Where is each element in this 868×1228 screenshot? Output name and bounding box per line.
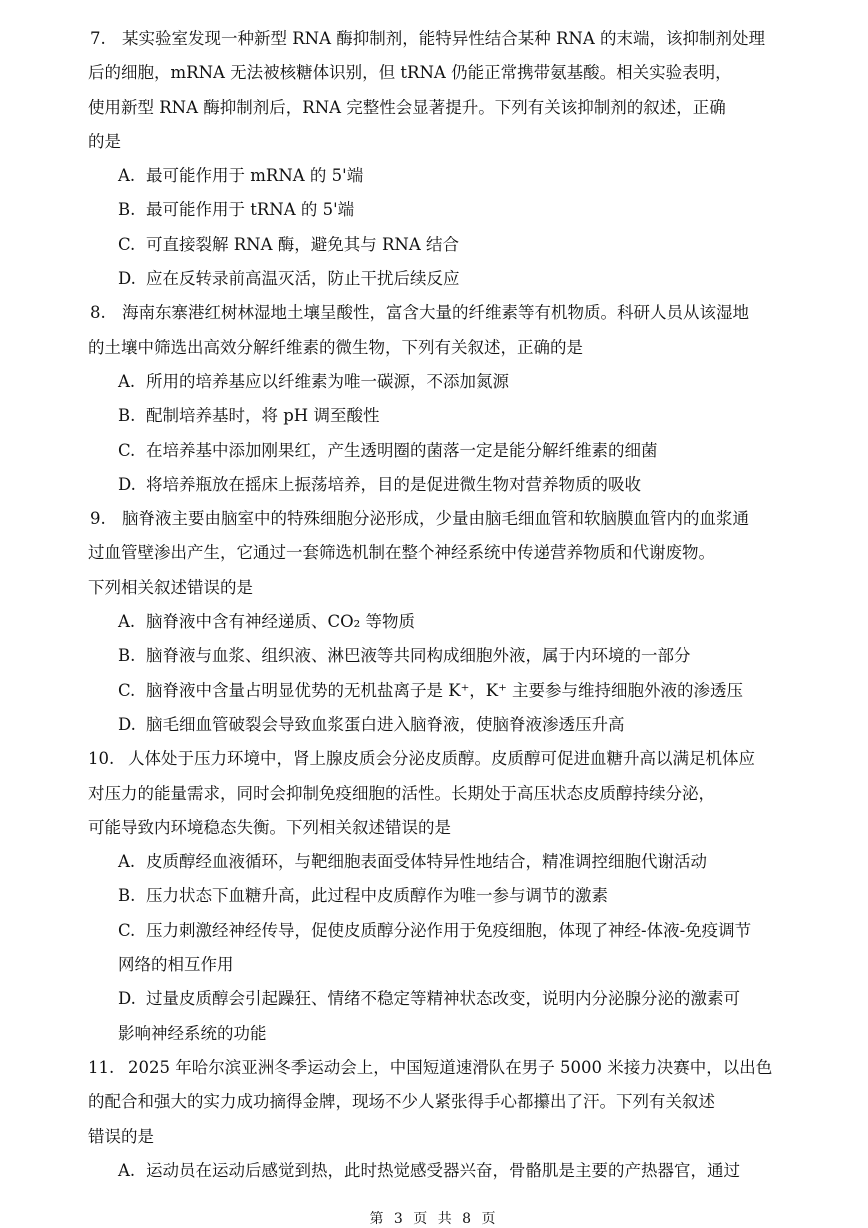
question-stem-line	[88, 1085, 788, 1119]
option-text: 过量皮质醇会引起躁狂、情绪不稳定等精神状态改变，说明内分泌腺分泌的激素可	[146, 989, 740, 1009]
answer-option-d	[88, 468, 788, 502]
option-letter: A.	[118, 1160, 136, 1180]
question-stem-line	[88, 1051, 788, 1085]
answer-option-a	[88, 605, 788, 639]
question-stem-line	[88, 22, 788, 56]
option-text: 脑脊液中含量占明显优势的无机盐离子是 K⁺，K⁺ 主要参与维持细胞外液的渗透压	[146, 680, 744, 700]
option-letter: C.	[118, 234, 136, 254]
question-number: 9.	[90, 509, 106, 529]
option-text: 最可能作用于 tRNA 的 5'端	[146, 200, 355, 220]
answer-option-c	[88, 228, 788, 262]
question-stem-text: 可能导致内环境稳态失衡。下列相关叙述错误的是	[88, 817, 451, 837]
answer-option-d	[88, 1017, 788, 1051]
option-letter: A.	[118, 852, 136, 872]
option-letter: B.	[118, 646, 136, 666]
question-stem-line	[88, 1120, 788, 1154]
answer-option-a	[88, 159, 788, 193]
option-letter: B.	[118, 200, 136, 220]
question-list	[88, 22, 788, 1188]
question-stem-text: 某实验室发现一种新型 RNA 酶抑制剂，能特异性结合某种 RNA 的末端，该抑制剂处理	[122, 29, 766, 48]
question-number: 11.	[88, 1057, 115, 1077]
question-stem-text: 过血管壁渗出产生，它通过一套筛选机制在整个神经系统中传递营养物质和代谢废物。	[88, 543, 715, 563]
option-text: 应在反转录前高温灭活，防止干扰后续反应	[146, 269, 460, 289]
option-letter: A.	[118, 166, 136, 186]
question-stem-line	[88, 91, 788, 125]
question-number: 10.	[88, 749, 115, 769]
question-stem-line	[88, 777, 788, 811]
question-11	[88, 1051, 788, 1188]
answer-option-c	[88, 948, 788, 982]
question-9	[88, 502, 788, 742]
option-text: 网络的相互作用	[118, 955, 234, 975]
answer-option-c	[88, 434, 788, 468]
question-stem-text: 的配合和强大的实力成功摘得金牌，现场不少人紧张得手心都攥出了汗。下列有关叙述	[88, 1092, 715, 1112]
answer-option-b	[88, 399, 788, 433]
question-stem-line	[88, 536, 788, 570]
option-text: 在培养基中添加刚果红，产生透明圈的菌落一定是能分解纤维素的细菌	[146, 440, 658, 460]
option-letter: D.	[118, 269, 136, 289]
answer-option-a	[88, 365, 788, 399]
question-stem-text: 海南东寨港红树林湿地土壤呈酸性，富含大量的纤维素等有机物质。科研人员从该湿地	[122, 303, 749, 323]
question-stem-text: 人体处于压力环境中，肾上腺皮质会分泌皮质醇。皮质醇可促进血糖升高以满足机体应	[128, 749, 755, 769]
option-letter: D.	[118, 989, 136, 1009]
question-8	[88, 296, 788, 502]
option-text: 压力状态下血糖升高，此过程中皮质醇作为唯一参与调节的激素	[146, 886, 608, 906]
question-stem-text: 的土壤中筛选出高效分解纤维素的微生物，下列有关叙述，正确的是	[88, 337, 583, 357]
option-letter: D.	[118, 714, 136, 734]
question-10	[88, 742, 788, 1051]
question-stem-line	[88, 125, 788, 159]
option-text: 影响神经系统的功能	[118, 1023, 267, 1043]
answer-option-d	[88, 982, 788, 1016]
question-stem-text: 后的细胞，mRNA 无法被核糖体识别，但 tRNA 仍能正常携带氨基酸。相关实验表明，	[88, 63, 732, 83]
question-stem-line	[88, 502, 788, 536]
option-letter: A.	[118, 612, 136, 632]
option-letter: C.	[118, 440, 136, 460]
question-stem-line	[88, 296, 788, 330]
question-stem-line	[88, 331, 788, 365]
question-7	[88, 22, 788, 296]
option-text: 配制培养基时，将 pH 调至酸性	[146, 406, 380, 426]
question-stem-text: 错误的是	[88, 1126, 154, 1146]
option-text: 可直接裂解 RNA 酶，避免其与 RNA 结合	[146, 234, 460, 254]
option-text: 最可能作用于 mRNA 的 5'端	[146, 166, 364, 186]
question-stem-text: 对压力的能量需求，同时会抑制免疫细胞的活性。长期处于高压状态皮质醇持续分泌，	[88, 783, 715, 803]
answer-option-d	[88, 708, 788, 742]
answer-option-c	[88, 674, 788, 708]
answer-option-a	[88, 1154, 788, 1188]
option-text: 压力刺激经神经传导，促使皮质醇分泌作用于免疫细胞，体现了神经-体液-免疫调节	[146, 920, 752, 940]
question-stem-text: 脑脊液主要由脑室中的特殊细胞分泌形成，少量由脑毛细血管和软脑膜血管内的血浆通	[122, 509, 749, 529]
question-stem-text: 的是	[88, 131, 121, 151]
question-stem-text: 使用新型 RNA 酶抑制剂后，RNA 完整性会显著提升。下列有关该抑制剂的叙述，正确	[88, 97, 726, 117]
answer-option-b	[88, 193, 788, 227]
answer-option-b	[88, 879, 788, 913]
question-stem-text: 2025 年哈尔滨亚洲冬季运动会上，中国短道速滑队在男子 5000 米接力决赛中，以出色	[128, 1057, 773, 1077]
option-text: 将培养瓶放在摇床上振荡培养，目的是促进微生物对营养物质的吸收	[146, 474, 641, 494]
option-letter: A.	[118, 371, 136, 391]
answer-option-c	[88, 914, 788, 948]
option-text: 脑毛细血管破裂会导致血浆蛋白进入脑脊液，使脑脊液渗透压升高	[146, 714, 625, 734]
option-text: 脑脊液与血浆、组织液、淋巴液等共同构成细胞外液，属于内环境的一部分	[146, 646, 691, 666]
question-stem-line	[88, 742, 788, 776]
question-stem-line	[88, 811, 788, 845]
option-letter: C.	[118, 680, 136, 700]
option-text: 皮质醇经血液循环，与靶细胞表面受体特异性地结合，精准调控细胞代谢活动	[146, 852, 707, 872]
answer-option-d	[88, 262, 788, 296]
question-stem-text: 下列相关叙述错误的是	[88, 577, 253, 597]
question-stem-line	[88, 56, 788, 90]
option-text: 所用的培养基应以纤维素为唯一碳源，不添加氮源	[146, 371, 509, 391]
option-text: 运动员在运动后感觉到热，此时热觉感受器兴奋，骨骼肌是主要的产热器官，通过	[146, 1160, 740, 1180]
answer-option-b	[88, 639, 788, 673]
page-footer: 第 3 页 共 8 页	[369, 1211, 499, 1227]
option-letter: B.	[118, 406, 136, 426]
question-number: 8.	[90, 303, 106, 323]
option-letter: D.	[118, 474, 136, 494]
question-stem-line	[88, 571, 788, 605]
question-number: 7.	[90, 29, 106, 48]
option-letter: C.	[118, 920, 136, 940]
answer-option-a	[88, 845, 788, 879]
option-text: 脑脊液中含有神经递质、CO₂ 等物质	[146, 612, 416, 632]
option-letter: B.	[118, 886, 136, 906]
